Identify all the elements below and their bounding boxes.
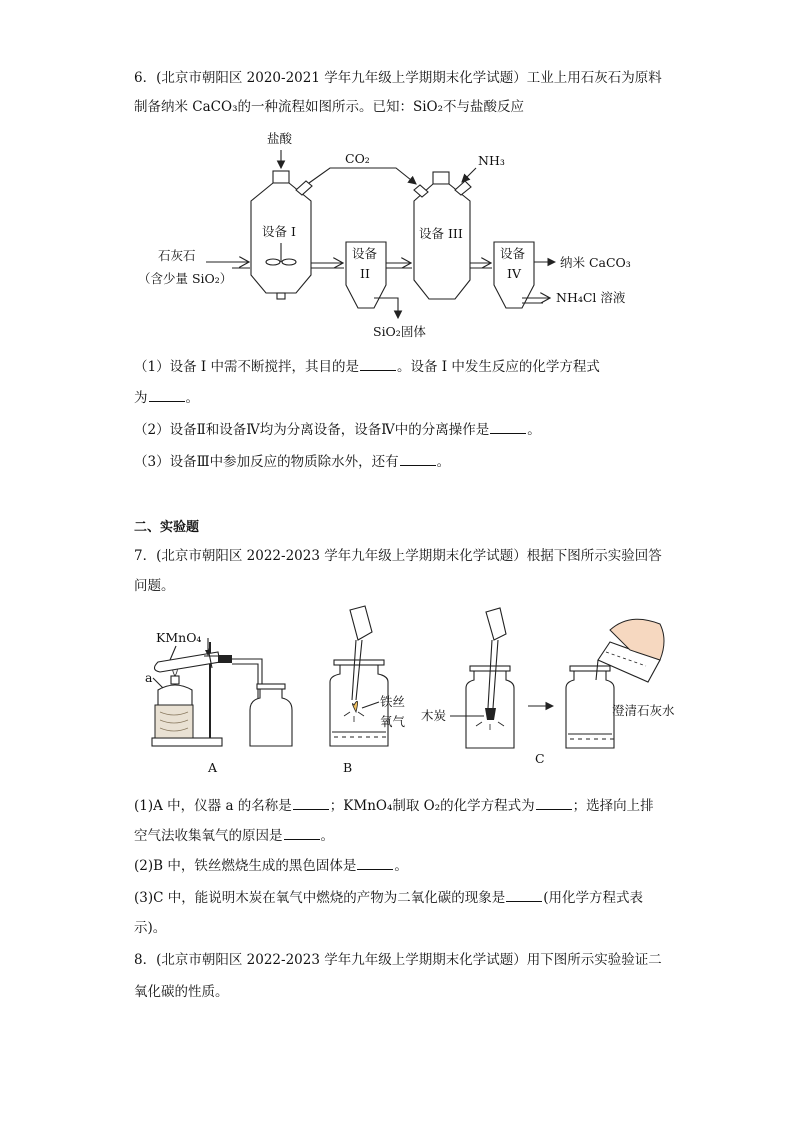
q7-line2: 问题。 bbox=[134, 578, 175, 594]
q7-p1e: 。 bbox=[320, 828, 334, 844]
label-B: B bbox=[343, 760, 353, 775]
answer-blank bbox=[506, 888, 542, 902]
apparatus-b bbox=[330, 606, 406, 775]
label-nh4cl: NH₄Cl 溶液 bbox=[556, 290, 626, 305]
q7-p1a: (1)A 中，仪器 a 的名称是 bbox=[134, 798, 292, 814]
q7-p3a: (3)C 中，能说明木炭在氧气中燃烧的产物为二氧化碳的现象是 bbox=[134, 890, 506, 906]
q7-part1-line1 bbox=[134, 796, 654, 816]
q7-p2a: (2)B 中，铁丝燃烧生成的黑色固体是 bbox=[134, 858, 357, 874]
label-device-4a: 设备 bbox=[500, 246, 526, 261]
label-hcl: 盐酸 bbox=[267, 131, 293, 146]
q7-p2b: 。 bbox=[394, 858, 408, 874]
label-device-1: 设备 I bbox=[262, 224, 296, 239]
label-device-3: 设备 III bbox=[419, 226, 463, 241]
q7-line1: 7．(北京市朝阳区 2022-2023 学年九年级上学期期末化学试题）根据下图所示实验回答 bbox=[134, 548, 662, 564]
q6-p3b: 。 bbox=[436, 454, 451, 470]
apparatus-c bbox=[421, 608, 675, 766]
apparatus-a bbox=[145, 630, 292, 775]
label-nano-caco3: 纳米 CaCO₃ bbox=[560, 255, 631, 270]
label-iron-wire: 铁丝 bbox=[380, 694, 406, 709]
label-oxygen: 氧气 bbox=[380, 714, 406, 729]
label-nh3: NH₃ bbox=[478, 153, 505, 168]
q6-p1d: 。 bbox=[185, 390, 199, 406]
q6-line2: 制备纳米 CaCO₃的一种流程如图所示。已知：SiO₂不与盐酸反应 bbox=[134, 99, 525, 115]
answer-blank bbox=[284, 826, 320, 840]
answer-blank bbox=[536, 796, 572, 810]
q6-p1b: 。设备 I 中发生反应的化学方程式 bbox=[397, 359, 600, 375]
label-sio2-solid: SiO₂固体 bbox=[373, 324, 426, 339]
label-charcoal: 木炭 bbox=[421, 708, 447, 723]
label-co2: CO₂ bbox=[345, 151, 370, 166]
label-instrument-a: a bbox=[145, 670, 153, 685]
q7-p1b: ；KMnO₄制取 O₂的化学方程式为 bbox=[329, 798, 535, 814]
label-A: A bbox=[208, 760, 218, 775]
q8-line2: 氧化碳的性质。 bbox=[134, 984, 229, 1000]
q6-p3a: （3）设备Ⅲ中参加反应的物质除水外，还有 bbox=[134, 454, 399, 470]
q6-p2a: （2）设备Ⅱ和设备Ⅳ均为分离设备，设备Ⅳ中的分离操作是 bbox=[134, 422, 490, 438]
q6-line1: 6．(北京市朝阳区 2020-2021 学年九年级上学期期末化学试题）工业上用石灰石为原料 bbox=[134, 70, 662, 86]
q7-p3b: (用化学方程式表 bbox=[543, 890, 644, 906]
q7-part2 bbox=[134, 856, 408, 876]
label-C: C bbox=[535, 751, 545, 766]
label-limewater: 澄清石灰水 bbox=[612, 703, 675, 718]
answer-blank bbox=[357, 856, 393, 870]
label-limestone: 石灰石 bbox=[158, 248, 196, 263]
q6-p1c: 为 bbox=[134, 390, 148, 406]
label-device-2a: 设备 bbox=[352, 246, 378, 261]
label-device-4b: IV bbox=[507, 266, 521, 281]
q7-part1-line2 bbox=[134, 826, 334, 846]
q8-line1: 8．(北京市朝阳区 2022-2023 学年九年级上学期期末化学试题）用下图所示实验验证二 bbox=[134, 952, 662, 968]
label-kmno4: KMnO₄ bbox=[156, 630, 202, 645]
label-device-2b: II bbox=[360, 266, 370, 281]
q7-part3-line1 bbox=[134, 888, 643, 908]
q6-p1a: （1）设备 I 中需不断搅拌，其目的是 bbox=[134, 359, 360, 375]
answer-blank bbox=[293, 796, 329, 810]
q7-p1d: 空气法收集氧气的原因是 bbox=[134, 828, 283, 844]
q7-part3-line2: 示)。 bbox=[134, 920, 167, 936]
section-heading: 二、实验题 bbox=[134, 520, 200, 535]
q6-p2b: 。 bbox=[527, 422, 541, 438]
q7-p1c: ；选择向上排 bbox=[572, 798, 654, 814]
label-limestone-note: （含少量 SiO₂） bbox=[138, 271, 233, 286]
